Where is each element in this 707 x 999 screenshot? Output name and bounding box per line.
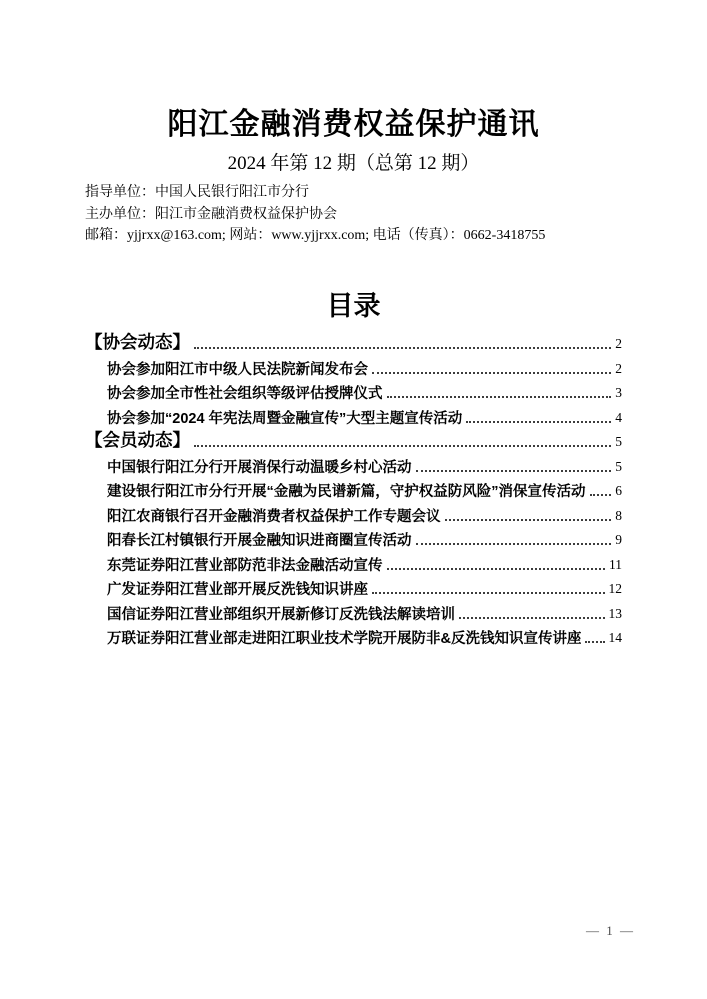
- dot-leader: [459, 617, 605, 619]
- toc-entry-page: 13: [608, 605, 622, 621]
- toc-entry[interactable]: [85, 452, 622, 477]
- page-title: 阳江金融消费权益保护通讯: [167, 108, 540, 141]
- guiding-unit-line: 指导单位：中国人民银行阳江市分行: [85, 185, 309, 200]
- toc-entry-label: 阳江农商银行召开金融消费者权益保护工作专题会议: [107, 508, 441, 525]
- toc-entry-label: 中国银行阳江分行开展消保行动温暖乡村心活动: [107, 459, 412, 476]
- toc-entry-page: 2: [615, 336, 622, 351]
- dot-leader: [445, 519, 612, 521]
- toc-entry-label: 东莞证券阳江营业部防范非法金融活动宣传: [107, 557, 383, 574]
- publication-info: [85, 182, 622, 247]
- toc-entry-page: 4: [615, 409, 622, 425]
- toc-entry[interactable]: [85, 550, 622, 575]
- footer-page-number: — 1 —: [586, 923, 635, 938]
- dot-leader: [466, 421, 611, 423]
- dot-leader: [372, 372, 611, 374]
- toc-entry-page: 3: [615, 385, 622, 400]
- toc-entry[interactable]: [85, 477, 622, 502]
- toc-entry-page: 5: [615, 434, 622, 449]
- dot-leader: [194, 445, 611, 447]
- organizer-line: 主办单位：阳江市金融消费权益保护协会: [85, 206, 337, 222]
- toc-entry-label: 广发证券阳江营业部开展反洗钱知识讲座: [107, 582, 368, 598]
- toc-entry[interactable]: [85, 575, 622, 600]
- toc-entry-page: 12: [608, 581, 622, 596]
- dot-leader: [590, 494, 612, 496]
- toc-heading: 目录: [326, 290, 381, 321]
- dot-leader: [387, 396, 612, 398]
- dot-leader: [416, 543, 612, 545]
- contact-line: 邮箱：yjjrxx@163.com; 网站：www.yjjrxx.com; 电话（传真）：0662-3418755: [85, 228, 546, 243]
- table-of-contents: [85, 330, 622, 649]
- toc-entry-page: 2: [615, 360, 622, 376]
- toc-entry[interactable]: [85, 526, 622, 551]
- toc-entry-page: 5: [615, 458, 622, 474]
- toc-entry[interactable]: [85, 428, 622, 453]
- toc-entry[interactable]: [85, 330, 622, 355]
- dot-leader: [387, 568, 606, 570]
- issue-line: 2024 年第 12 期（总第 12 期）: [227, 153, 480, 174]
- toc-entry-page: 11: [609, 556, 622, 572]
- toc-entry-page: 6: [615, 483, 622, 498]
- dot-leader: [372, 592, 605, 594]
- toc-entry[interactable]: [85, 379, 622, 404]
- toc-entry-label: 协会参加“2024 年宪法周暨金融宣传”大型主题宣传活动: [107, 410, 463, 427]
- toc-entry[interactable]: [85, 624, 622, 649]
- toc-entry[interactable]: [85, 354, 622, 379]
- toc-entry[interactable]: [85, 403, 622, 428]
- toc-entry-label: 协会参加阳江市中级人民法院新闻发布会: [107, 361, 368, 378]
- toc-entry-page: 14: [608, 630, 622, 645]
- toc-entry-label: 国信证券阳江营业部组织开展新修订反洗钱法解读培训: [107, 606, 455, 623]
- toc-entry[interactable]: [85, 599, 622, 624]
- dot-leader: [585, 641, 604, 643]
- toc-entry-label: 万联证券阳江营业部走进阳江职业技术学院开展防非&反洗钱知识宣传讲座: [107, 631, 582, 647]
- dot-leader: [416, 470, 612, 472]
- toc-entry-label: 协会参加全市性社会组织等级评估授牌仪式: [107, 386, 383, 402]
- dot-leader: [194, 347, 611, 349]
- toc-entry-page: 9: [615, 532, 622, 547]
- toc-entry-label: 阳春长江村镇银行开展金融知识进商圈宣传活动: [107, 533, 412, 549]
- toc-entry-page: 8: [615, 507, 622, 523]
- toc-entry-label: 【会员动态】: [85, 430, 190, 450]
- toc-entry[interactable]: [85, 501, 622, 526]
- toc-entry-label: 【协会动态】: [85, 332, 190, 352]
- toc-entry-label: 建设银行阳江市分行开展“金融为民谱新篇，守护权益防风险”消保宣传活动: [107, 484, 586, 500]
